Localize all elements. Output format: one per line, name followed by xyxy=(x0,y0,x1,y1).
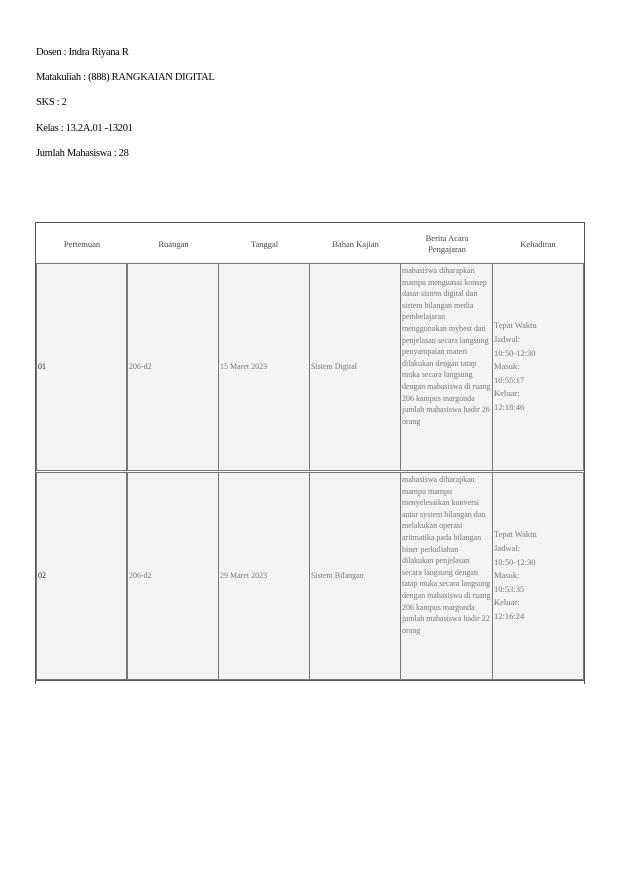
row2-bahan-kajian xyxy=(309,472,401,680)
bahan-kajian-value: Sistem Bilangan xyxy=(311,571,364,581)
masuk-label: Masuk: xyxy=(494,361,520,372)
row2-berita-acara: mahasiswa diharapkan mampu mampu menyelesaikan konversi antar system bilangan dan melakukan operasi aritmatika pada bilangan biner perkuliahan dilakukan penjelasan secara langsung dengan tatap muka secara langsung dengan mahasiswa di ruang 206 kampus margonda jumlah mahasiswa hadir 22 orang xyxy=(400,472,493,680)
header-pertemuan: Pertemuan xyxy=(63,238,101,249)
jadwal-label: Jadwal: xyxy=(494,543,520,554)
header-kehadiran: Kehadiran xyxy=(520,238,556,249)
row2-pertemuan xyxy=(36,472,127,680)
ruangan-value: 206-d2 xyxy=(129,571,152,581)
row1-pertemuan xyxy=(36,263,127,471)
row1-kehadiran xyxy=(492,263,584,471)
row1-berita-acara: mahasiswa diharapkan mampu menguasai konsep dasar sistem digital dan sistem bilangan media pembelajaran menggunakan mybest dan penjelasan secara langsung penyampaian materi dilakukan dengan tatap muka secara langsung dengan mahasiswa di ruang 206 kampus margonda jumlah mahasiswa hadir 26 orang xyxy=(400,263,493,471)
keluar-value: 12:16:24 xyxy=(494,610,525,621)
row2-kehadiran xyxy=(492,472,584,680)
masuk-value: 10:55:17 xyxy=(494,374,525,385)
dosen-info: Dosen : Indra Riyana R xyxy=(36,47,129,58)
header-bahan-kajian: Bahan Kajian xyxy=(332,238,379,249)
row1-tanggal xyxy=(218,263,310,471)
table-divider xyxy=(35,680,36,684)
matakuliah-info: Matakuliah : (888) RANGKAIAN DIGITAL xyxy=(36,72,215,83)
kehadiran-status: Tepat Waktu xyxy=(494,320,537,331)
masuk-label: Masuk: xyxy=(494,570,520,581)
ruangan-value: 206-d2 xyxy=(129,362,152,372)
keluar-label: Keluar: xyxy=(494,597,520,608)
sks-info: SKS : 2 xyxy=(36,97,67,108)
bahan-kajian-value: Sistem Digital xyxy=(311,362,357,372)
keluar-label: Keluar: xyxy=(494,388,520,399)
row2-ruangan xyxy=(127,472,219,680)
header-ruangan: Ruangan xyxy=(158,238,189,249)
kehadiran-status: Tepat Waktu xyxy=(494,529,537,540)
header-berita-acara xyxy=(401,226,493,262)
row1-bahan-kajian xyxy=(309,263,401,471)
row1-ruangan xyxy=(127,263,219,471)
header-tanggal: Tanggal xyxy=(250,238,279,249)
masuk-value: 10:53:35 xyxy=(494,583,525,594)
header-berita-line2: Pengajaran xyxy=(428,244,466,254)
jadwal-label: Jadwal: xyxy=(494,334,520,345)
header-berita-line1: Berita Acara xyxy=(425,233,469,243)
tanggal-value: 29 Maret 2023 xyxy=(220,571,268,581)
table-bottom-rule xyxy=(35,680,585,681)
row2-tanggal xyxy=(218,472,310,680)
jadwal-value: 10:50-12:30 xyxy=(494,556,536,567)
pertemuan-value: 01 xyxy=(38,362,46,372)
pertemuan-value: 02 xyxy=(38,571,46,581)
tanggal-value: 15 Maret 2023 xyxy=(220,362,268,372)
jumlah-mahasiswa-info: Jumlah Mahasiswa : 28 xyxy=(36,148,129,159)
jadwal-value: 10:50-12:30 xyxy=(494,347,536,358)
keluar-value: 12:18:46 xyxy=(494,401,525,412)
kelas-info: Kelas : 13.2A.01 -13201 xyxy=(36,123,133,134)
table-divider xyxy=(584,680,585,684)
